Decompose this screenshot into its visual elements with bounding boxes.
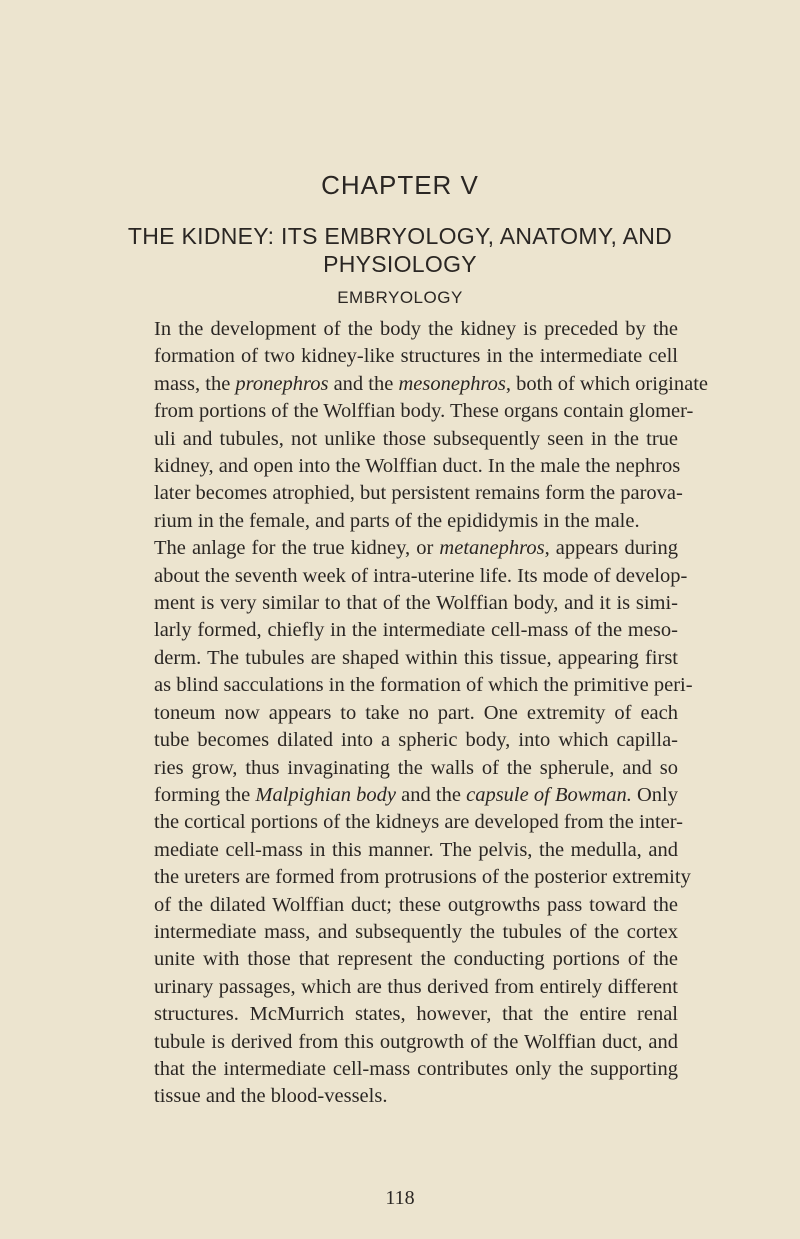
text-run: kidney, and open into the Wolffian duct. In the male the nephros [154,455,681,478]
text-run: and the [328,372,399,395]
text-run: mediate cell-mass in this manner. The pelvis, the medulla, and [154,838,678,861]
text-line [118,1056,678,1083]
chapter-title-line-1: THE KIDNEY: ITS EMBRYOLOGY, ANATOMY, AND [127,223,673,249]
text-run: about the seventh week of intra-uterine life. Its mode of develop- [154,564,688,587]
text-run: derm. The tubules are shaped within this tissue, appearing first [154,646,678,669]
text-run: the ureters are formed from protrusions of the posterior extremity [154,866,691,889]
text-run: the cortical portions of the kidneys are developed from the inter- [154,811,683,834]
paragraph-1 [118,316,709,535]
text-line [118,672,693,699]
text-run: ment is very similar to that of the Wolffian body, and it is simi- [154,592,678,615]
text-run: ries grow, thus invaginating the walls of the spherule, and so [154,756,678,779]
text-line [118,974,678,1001]
text-run: tubule is derived from this outgrowth of the Wolffian duct, and [154,1030,678,1053]
chapter-heading: CHAPTER V [321,170,479,200]
text-line [118,508,678,535]
text-run: of the dilated Wolffian duct; these outgrowths pass toward the [154,893,678,916]
text-line [118,755,678,782]
text-line [118,1001,678,1028]
text-line [118,809,683,836]
text-line [118,316,678,343]
text-run: formation of two kidney-like structures in the intermediate cell [154,345,678,368]
text-line [118,864,691,891]
text-run: , both of which originate [505,372,709,395]
italic-term: Malpighian body [255,783,397,806]
text-line [118,617,678,644]
text-line [118,480,683,507]
text-line [118,946,678,973]
text-line [118,837,678,864]
chapter-title [100,222,700,278]
text-run: toneum now appears to take no part. One extremity of each [154,701,678,724]
chapter-title-line-2: PHYSIOLOGY [323,251,477,277]
text-line [118,453,681,480]
text-line [118,782,678,809]
text-run: intermediate mass, and subsequently the tubules of the cortex [154,920,678,943]
text-run: tissue and the blood-vessels. [154,1085,388,1108]
text-run: In the development of the body the kidney is preceded by the [154,318,678,340]
text-line [118,398,694,425]
page-number: 118 [385,1187,415,1209]
text-run: mass, the [154,372,236,395]
text-line [118,1029,678,1056]
italic-term: metanephros [439,537,545,560]
italic-term: capsule of Bowman. [466,783,632,806]
text-run: tube becomes dilated into a spheric body, into which capilla- [154,729,678,752]
text-run: as blind sacculations in the formation of which the primitive peri- [154,674,693,697]
text-run: rium in the female, and parts of the epididymis in the male. [154,509,640,532]
text-line [118,371,709,398]
text-run: Only [631,783,678,806]
section-heading: EMBRYOLOGY [337,288,463,307]
text-run: unite with those that represent the conducting portions of the [154,948,678,971]
text-run: The anlage for the true kidney, or [154,537,440,560]
paragraph-2 [118,535,693,1111]
text-run: forming the [154,783,256,806]
italic-term: pronephros [235,372,329,395]
text-run: larly formed, chiefly in the intermediate cell-mass of the meso- [154,619,678,642]
text-line [118,727,678,754]
text-run: structures. McMurrich states, however, that the entire renal [154,1003,678,1026]
text-line [118,1083,678,1110]
text-run: urinary passages, which are thus derived from entirely different [154,975,678,998]
text-line [118,590,678,617]
text-line [118,343,678,370]
body-text [118,316,709,1111]
text-run: and the [396,783,467,806]
text-run: that the intermediate cell-mass contributes only the supporting [154,1057,678,1080]
text-line [118,892,678,919]
text-line [118,563,688,590]
text-line [118,535,678,562]
text-line [118,645,678,672]
text-line [118,919,678,946]
text-line [118,426,678,453]
text-line [118,700,678,727]
text-run: , appears during [544,537,678,560]
text-run: from portions of the Wolffian body. These organs contain glomer- [154,400,694,423]
text-run: later becomes atrophied, but persistent remains form the parova- [154,482,683,505]
text-run: uli and tubules, not unlike those subsequently seen in the true [154,427,678,450]
italic-term: mesonephros [398,372,506,395]
